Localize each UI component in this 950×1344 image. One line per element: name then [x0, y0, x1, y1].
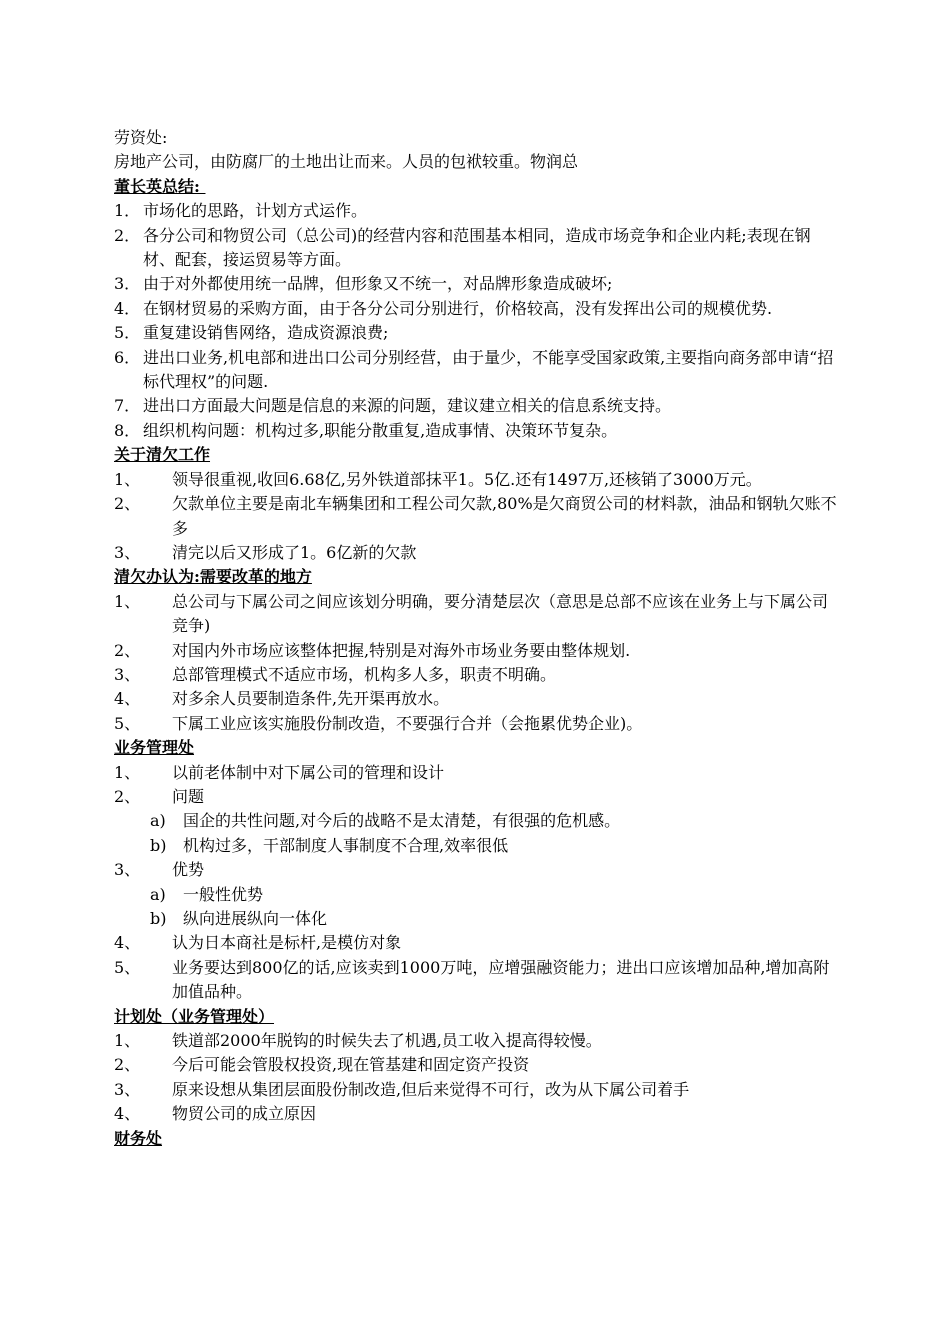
item-number: 2、 [114, 786, 141, 806]
item-text: 欠款单位主要是南北车辆集团和工程公司欠款,80%是欠商贸公司的材料款，油品和钢轨欠账不多 [172, 494, 837, 538]
item-text: 业务要达到800亿的话,应该卖到1000万吨，应增强融资能力；进出口应该增加品种,增加高附加值品种。 [172, 957, 830, 1002]
sub-item-label: a) [150, 811, 166, 831]
list-item [114, 541, 838, 565]
item-text: 对多余人员要制造条件,先开渠再放水。 [172, 689, 450, 709]
item-text: 组织机构问题：机构过多,职能分散重复,造成事情、决策环节复杂。 [143, 420, 618, 440]
sub-item-text: 一般性优势 [183, 884, 264, 904]
item-number: 4、 [114, 689, 141, 709]
item-text: 今后可能会管股权投资,现在管基建和固定资产投资 [172, 1055, 530, 1075]
list-item [114, 492, 838, 541]
item-text: 各分公司和物贸公司（总公司)的经营内容和范围基本相同，造成市场竞争和企业内耗;表现在钢材、配套，接运贸易等方面。 [143, 225, 811, 270]
chairman-summary-list [114, 199, 838, 443]
list-item [114, 321, 838, 345]
sub-list-item [114, 907, 838, 931]
item-number: 3、 [114, 860, 141, 880]
list-item [114, 785, 838, 809]
reform-list [114, 590, 838, 736]
item-number: 3、 [114, 1079, 141, 1099]
item-number: 5、 [114, 957, 141, 977]
item-text: 总部管理模式不适应市场，机构多人多，职责不明确。 [172, 664, 557, 684]
item-number: 1、 [114, 762, 141, 782]
item-text: 问题 [172, 786, 205, 806]
planning-list [114, 1029, 838, 1127]
item-text: 进出口业务,机电部和进出口公司分别经营，由于量少，不能享受国家政策,主要指向商务部申请“招标代理权”的问题. [143, 347, 834, 392]
item-text: 进出口方面最大问题是信息的来源的问题，建议建立相关的信息系统支持。 [143, 396, 672, 416]
business-heading: 业务管理处 [114, 738, 195, 758]
list-item [114, 761, 838, 785]
item-number: 3、 [114, 542, 141, 562]
document-body [114, 126, 838, 1151]
list-item [114, 224, 838, 273]
list-item [114, 468, 838, 492]
intro-line-1: 劳资处: [114, 128, 168, 147]
item-number: 2、 [114, 640, 141, 660]
item-number: 1、 [114, 1031, 141, 1051]
item-text: 铁道部2000年脱钩的时候失去了机遇,员工收入提高得较慢。 [172, 1031, 602, 1051]
item-text: 以前老体制中对下属公司的管理和设计 [172, 762, 445, 782]
item-number: 4． [114, 298, 141, 318]
list-item [114, 1053, 838, 1077]
sub-item-text: 国企的共性问题,对今后的战略不是太清楚，有很强的危机感。 [183, 811, 621, 831]
list-item [114, 931, 838, 955]
list-item [114, 394, 838, 418]
item-text: 市场化的思路，计划方式运作。 [143, 201, 368, 221]
sub-list-item [114, 834, 838, 858]
item-number: 1． [114, 201, 141, 221]
item-number: 8． [114, 420, 141, 440]
sub-item-text: 纵向进展纵向一体化 [183, 909, 328, 928]
list-item [114, 1078, 838, 1102]
item-number: 4、 [114, 933, 141, 953]
item-text: 在钢材贸易的采购方面，由于各分公司分别进行，价格较高，没有发挥出公司的规模优势. [143, 298, 773, 318]
arrears-heading: 关于清欠工作 [114, 445, 211, 465]
planning-heading: 计划处（业务管理处） [114, 1006, 275, 1026]
item-number: 2、 [114, 494, 141, 514]
item-text: 领导很重视,收回6.68亿,另外铁道部抹平1。5亿.还有1497万,还核销了3000万元。 [172, 469, 762, 489]
item-text: 总公司与下属公司之间应该划分明确，要分清楚层次（意思是总部不应该在业务上与下属公司竞争) [172, 591, 829, 636]
sub-item-label: b) [150, 909, 167, 928]
item-text: 认为日本商社是标杆,是模仿对象 [172, 933, 402, 953]
arrears-list [114, 468, 838, 566]
item-text: 物贸公司的成立原因 [172, 1104, 317, 1124]
list-item [114, 346, 838, 395]
business-list [114, 761, 838, 1005]
sub-item-text: 机构过多，干部制度人事制度不合理,效率很低 [183, 835, 509, 855]
list-item [114, 297, 838, 321]
list-item [114, 956, 838, 1005]
reform-heading: 清欠办认为:需要改革的地方 [114, 567, 312, 587]
item-text: 下属工业应该实施股份制改造，不要强行合并（会拖累优势企业)。 [172, 713, 643, 733]
item-number: 1、 [114, 591, 141, 611]
sub-list-item [114, 809, 838, 833]
item-text: 优势 [172, 860, 205, 880]
item-number: 6． [114, 347, 141, 367]
item-text: 原来设想从集团层面股份制改造,但后来觉得不可行，改为从下属公司着手 [172, 1079, 690, 1099]
list-item [114, 687, 838, 711]
item-number: 7． [114, 396, 141, 416]
item-number: 5、 [114, 713, 141, 733]
intro-line-2: 房地产公司，由防腐厂的土地出让而来。人员的包袱较重。物润总 [114, 152, 579, 172]
sub-item-label: b) [150, 835, 167, 855]
list-item [114, 1029, 838, 1053]
list-item [114, 639, 838, 663]
item-text: 对国内外市场应该整体把握,特别是对海外市场业务要由整体规划. [172, 640, 631, 660]
sub-item-label: a) [150, 884, 166, 904]
item-number: 1、 [114, 469, 141, 489]
item-text: 由于对外都使用统一品牌，但形象又不统一，对品牌形象造成破坏; [143, 274, 613, 294]
list-item [114, 272, 838, 296]
list-item [114, 712, 838, 736]
list-item [114, 663, 838, 687]
item-number: 5． [114, 323, 141, 343]
item-number: 4、 [114, 1104, 141, 1124]
list-item [114, 1102, 838, 1126]
list-item [114, 199, 838, 223]
chairman-summary-heading: 董长英总结: [114, 176, 206, 196]
item-text: 重复建设销售网络，造成资源浪费; [143, 323, 389, 343]
item-number: 3、 [114, 664, 141, 684]
list-item [114, 419, 838, 443]
item-number: 2、 [114, 1055, 141, 1075]
item-number: 2． [114, 225, 141, 245]
sub-list-item [114, 883, 838, 907]
item-number: 3． [114, 274, 141, 294]
item-text: 清完以后又形成了1。6亿新的欠款 [172, 542, 417, 562]
finance-heading: 财务处 [114, 1128, 163, 1148]
list-item [114, 590, 838, 639]
list-item [114, 858, 838, 882]
